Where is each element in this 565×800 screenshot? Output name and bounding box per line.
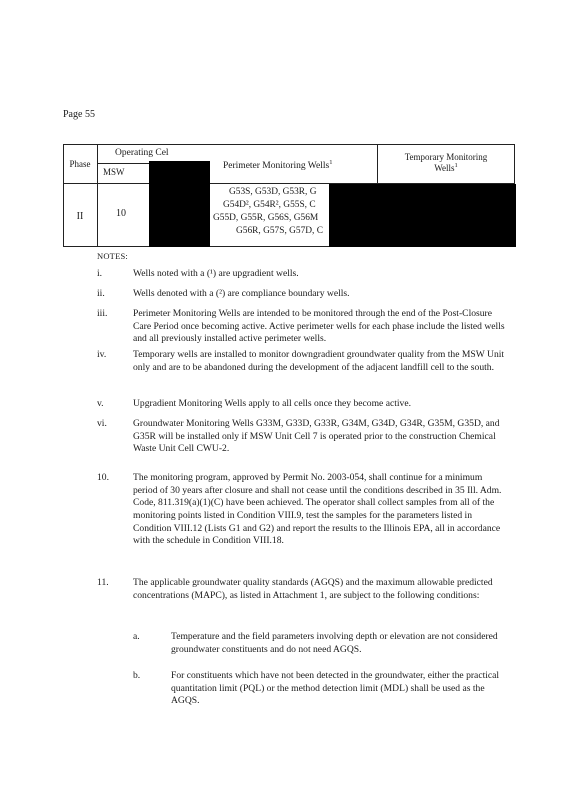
- subcondition-text: For constituents which have not been detected in the groundwater, either the practical quantitation limit (PQL) or the method detection limit (MDL) shall be used as the AGQS.: [171, 670, 500, 707]
- header-operating-cell: Operating Cel: [115, 148, 169, 158]
- condition-text: The monitoring program, approved by Permit No. 2003-054, shall continue for a minimum period of 30 years after closure and shall not cease until the conditions described in 35 Ill. Adm. Code, 811.319(a)(1)(C) have been achieved. The operator shall collect samples from all of the monitoring points listed in Condition VIII.9, test the samples for the parameters listed in Condition VIII.12 (Lists G1 and G2) and report the results to the Illinois EPA, all in accordance with the schedule in Condition VIII.18.: [133, 472, 502, 547]
- perimeter-line-2: G54D², G54R², G55S, C: [223, 200, 316, 211]
- note-text: Wells denoted with a (²) are compliance boundary wells.: [133, 288, 350, 299]
- note-text: Upgradient Monitoring Wells apply to all cells once they become active.: [133, 398, 411, 409]
- row-msw: 10: [116, 208, 126, 219]
- page-number: Page 55: [63, 109, 95, 120]
- note-text: Wells noted with a (¹) are upgradient wells.: [133, 268, 299, 279]
- note-number: i.: [97, 268, 103, 279]
- note-number: iii.: [97, 308, 108, 319]
- header-perimeter: [223, 160, 332, 173]
- notes-heading: NOTES:: [97, 251, 128, 261]
- note-number: iv.: [97, 349, 107, 360]
- header-perimeter-label: Perimeter Monitoring Wells: [223, 161, 330, 171]
- perimeter-line-3: G55D, G55R, G56S, G56M: [213, 213, 319, 224]
- redaction-block: [149, 161, 210, 247]
- header-temporary-line2: Wells: [434, 162, 455, 173]
- note-number: vi.: [97, 418, 107, 429]
- row-perimeter-wells: [213, 186, 343, 239]
- note-text: Perimeter Monitoring Wells are intended to be monitored through the end of the Post-Closure Care Period once becoming active. Active perimeter wells for each phase include the listed wells and all previously installed active perimeter wells.: [133, 308, 505, 345]
- note-number: v.: [97, 398, 104, 409]
- header-temporary-line1: Temporary Monitoring: [404, 152, 488, 162]
- header-temporary: [378, 152, 514, 174]
- redaction-block: [329, 184, 516, 247]
- subcondition-letter: b.: [133, 670, 141, 681]
- row-phase: II: [76, 211, 84, 222]
- monitoring-wells-table: [63, 144, 515, 247]
- header-temporary-sup: 1: [454, 161, 458, 169]
- note-text: Groundwater Monitoring Wells G33M, G33D, G33R, G34M, G34D, G34R, G35M, G35D, and G35R will be installed only if MSW Unit Cell 7 is operated prior to the construction Chemical Waste Unit Cell CWU-2.: [133, 418, 500, 455]
- header-phase: Phase: [69, 159, 91, 169]
- header-msw: MSW: [103, 167, 125, 177]
- perimeter-line-1: G53S, G53D, G53R, G: [229, 187, 317, 197]
- subcondition-text: Temperature and the field parameters involving depth or elevation are not considered groundwater constituents and do not need AGQS.: [171, 631, 498, 655]
- header-temporary-line2-wrap: [378, 163, 514, 174]
- condition-number: 11.: [97, 577, 109, 588]
- condition-number: 10.: [97, 472, 109, 483]
- note-number: ii.: [97, 288, 105, 299]
- note-text: Temporary wells are installed to monitor downgradient groundwater quality from the MSW Unit only and are to be abandoned during the development of the adjacent landfill cell to the south.: [133, 349, 505, 373]
- perimeter-line-4: G56R, G57S, G57D, C: [236, 226, 323, 237]
- condition-text: The applicable groundwater quality standards (AGQS) and the maximum allowable predicted concentrations (MAPC), as listed in Attachment 1, are subject to the following conditions:: [133, 577, 493, 601]
- subcondition-letter: a.: [133, 631, 140, 642]
- header-perimeter-sup: 1: [329, 158, 333, 166]
